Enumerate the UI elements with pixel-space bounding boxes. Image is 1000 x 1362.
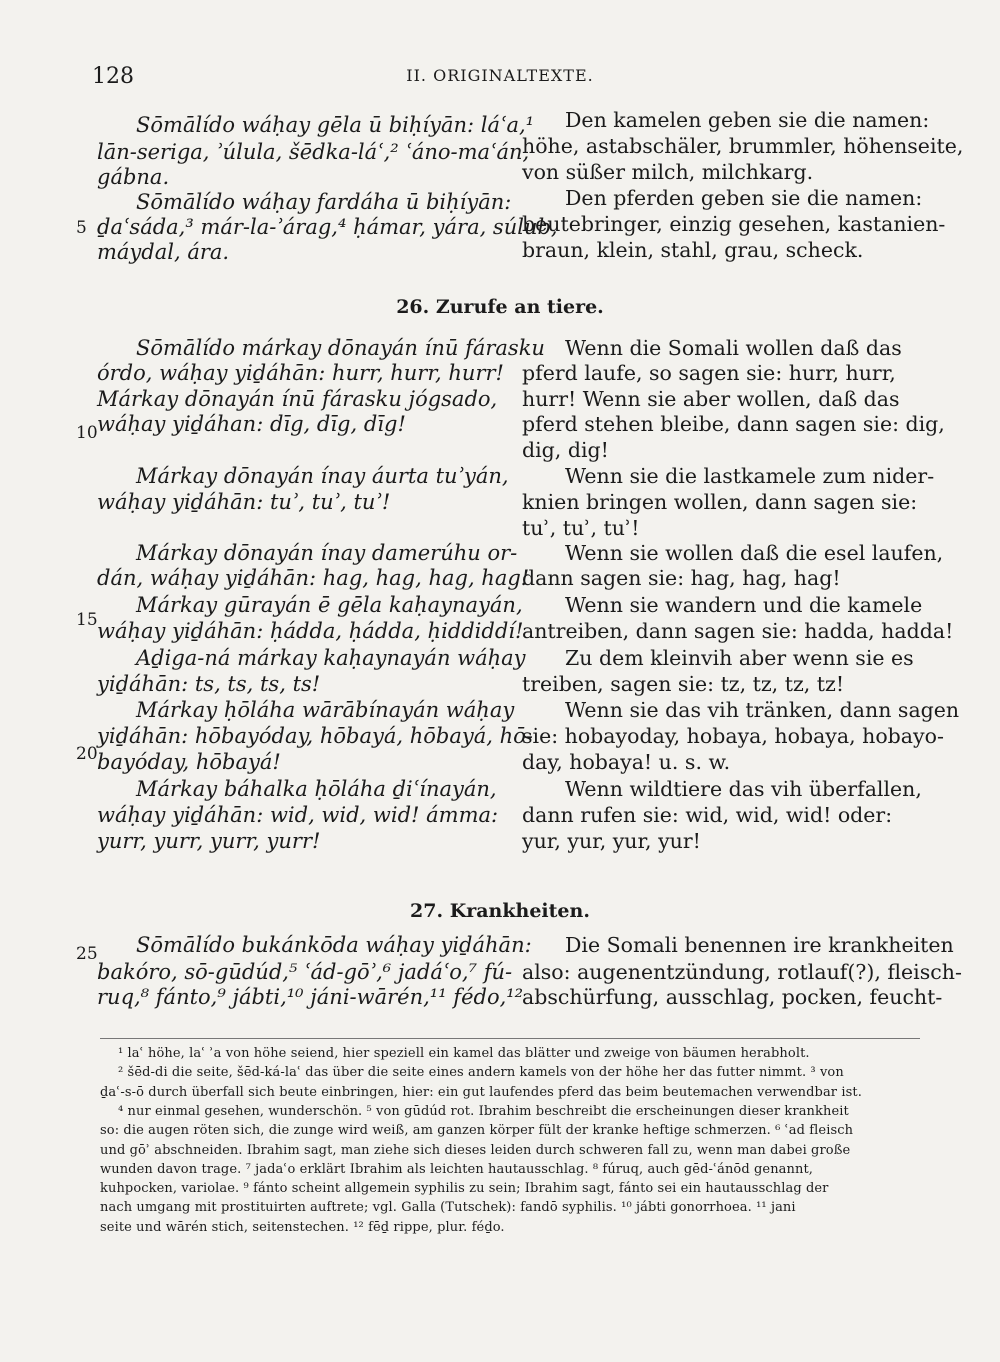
somali-line: Sōmālído wáḥay fardáha ū biḥíyān: [136, 190, 512, 214]
german-line: day, hobaya! u. s. w. [522, 750, 731, 774]
line-number: 20 [76, 744, 98, 764]
german-line: Den pferden geben sie die namen: [565, 186, 923, 210]
german-line: Wenn sie wollen daß die esel laufen, [565, 541, 944, 565]
german-line: knien bringen wollen, dann sagen sie: [522, 490, 918, 514]
somali-line: máydal, ára. [97, 240, 230, 264]
german-line: Wenn sie das vih tränken, dann sagen [565, 698, 960, 722]
somali-line: Aḏiga-ná márkay kaḥaynayán wáḥay [136, 646, 526, 670]
german-line: Die Somali benennen ire krankheiten [565, 933, 954, 957]
german-line: Wenn die Somali wollen daß das [565, 336, 902, 360]
german-line: dann sagen sie: hag, hag, hag! [522, 566, 841, 590]
running-header: II. ORIGINALTEXTE. [406, 66, 594, 85]
somali-line: wáḥay yiḏáhan: dīg, dīg, dīg! [97, 412, 406, 436]
somali-line: Márkay dōnayán ínū fárasku jógsado, [97, 387, 498, 411]
german-line: Zu dem kleinvih aber wenn sie es [565, 646, 914, 670]
footnote-line: kuhpocken, variolae. ⁹ fánto scheint allgemein syphilis zu sein; Ibrahim sagt, fánto sei ein hautausschlag der [100, 1181, 829, 1197]
german-line: hurr! Wenn sie aber wollen, daß das [522, 387, 900, 411]
footnote-line: so: die augen röten sich, die zunge wird weiß, am ganzen körper fült der kranke heftige schmerzen. ⁶ ʿad fleisch [100, 1123, 854, 1139]
somali-line: bayóday, hōbayá! [97, 750, 281, 774]
footnote-line: und gōʾ abschneiden. Ibrahim sagt, man ziehe sich dieses leiden durch schweren fall zu, wenn man dabei große [100, 1142, 851, 1158]
somali-line: órdo, wáḥay yiḏáhān: hurr, hurr, hurr! [97, 361, 504, 385]
german-line: Wenn sie die lastkamele zum nider- [565, 464, 935, 488]
somali-line: dán, wáḥay yiḏáhān: hag, hag, hag, hag! [97, 566, 530, 590]
german-line: sie: hobayoday, hobaya, hobaya, hobayo- [522, 724, 944, 748]
somali-line: yiḏáhān: ts, ts, ts, ts! [97, 672, 321, 696]
somali-line: Sōmālído wáḥay gēla ū biḥíyān: láʿa,¹ [136, 113, 535, 137]
footnote-line: ⁴ nur einmal gesehen, wunderschön. ⁵ von gūdúd rot. Ibrahim beschreibt die erscheinungen dieser krankheit [118, 1103, 849, 1119]
footnote-line: ḏaʿ-s-ō durch überfall sich beute einbringen, hier: ein gut laufendes pferd das beim beutemachen verwendbar ist. [100, 1084, 862, 1100]
line-number: 10 [76, 423, 98, 443]
german-line: tuʾ, tuʾ, tuʾ! [522, 516, 640, 540]
somali-line: wáḥay yiḏáhān: tuʾ, tuʾ, tuʾ! [97, 490, 391, 514]
somali-line: ruq,⁸ fánto,⁹ jábti,¹⁰ jáni-wārén,¹¹ fédo,¹² [97, 985, 524, 1009]
somali-line: bakóro, sō-gūdúd,⁵ ʿád-gōʾ,⁶ jadáʿo,⁷ fú- [97, 960, 513, 984]
german-line: beutebringer, einzig gesehen, kastanien- [522, 212, 946, 236]
german-line: pferd laufe, so sagen sie: hurr, hurr, [522, 361, 896, 385]
somali-line: Márkay ḥōláha wārābínayán wáḥay [136, 698, 515, 722]
german-line: abschürfung, ausschlag, pocken, feucht- [522, 985, 943, 1009]
german-line: yur, yur, yur, yur! [522, 829, 701, 853]
footnote-line: wunden davon trage. ⁷ jadaʿo erklärt Ibrahim als leichten hautausschlag. ⁸ fúruq, auch gēd-ʿánōd genannt, [100, 1161, 814, 1177]
german-line: Wenn wildtiere das vih überfallen, [565, 777, 922, 801]
german-line: höhe, astabschäler, brummler, höhenseite, [522, 134, 964, 158]
line-number: 15 [76, 610, 98, 630]
section-title-27: 27. Krankheiten. [410, 900, 590, 922]
footnote-line: nach umgang mit prostituirten auftrete; vgl. Galla (Tutschek): fandō syphilis. ¹⁰ jábti gonorrhoea. ¹¹ jani [100, 1200, 796, 1216]
somali-line: yurr, yurr, yurr, yurr! [97, 829, 321, 853]
page-number: 128 [92, 64, 134, 89]
german-line: braun, klein, stahl, grau, scheck. [522, 238, 864, 262]
somali-line: wáḥay yiḏáhān: ḥádda, ḥádda, ḥiddiddí! [97, 619, 524, 643]
somali-line: Márkay dōnayán ínay áurta tuʾyán, [136, 464, 509, 488]
somali-line: ḏaʿsáda,³ már-la-ʾárag,⁴ ḥámar, yára, súlub, [97, 215, 558, 239]
somali-line: lān-seriga, ʾúlula, šēdka-láʿ,² ʿáno-maʿán, [97, 140, 530, 164]
footnote-line: ¹ laʿ höhe, laʿ ʾa von höhe seiend, hier speziell ein kamel das blätter und zweige von bäumen herabholt. [118, 1046, 810, 1061]
german-line: dig, dig! [522, 438, 609, 462]
german-line: treiben, sagen sie: tz, tz, tz, tz! [522, 672, 845, 696]
german-line: Wenn sie wandern und die kamele [565, 593, 923, 617]
german-line: pferd stehen bleibe, dann sagen sie: dig, [522, 412, 945, 436]
somali-line: Márkay dōnayán ínay damerúhu or- [136, 541, 518, 565]
german-line: antreiben, dann sagen sie: hadda, hadda! [522, 619, 954, 643]
german-line: also: augenentzündung, rotlauf(?), fleisch- [522, 960, 962, 984]
line-number: 25 [76, 944, 98, 964]
german-line: Den kamelen geben sie die namen: [565, 108, 930, 132]
somali-line: Sōmālído bukánkōda wáḥay yiḏáhān: [136, 933, 532, 957]
section-title-26: 26. Zurufe an tiere. [396, 296, 604, 318]
footnote-line: seite und wārén stich, seitenstechen. ¹² fēḏ rippe, plur. féḏo. [100, 1219, 505, 1235]
somali-line: wáḥay yiḏáhān: wid, wid, wid! ámma: [97, 803, 499, 827]
german-line: dann rufen sie: wid, wid, wid! oder: [522, 803, 893, 827]
somali-line: Márkay gūrayán ē gēla kaḥaynayán, [136, 593, 523, 617]
somali-line: yiḏáhān: hōbayóday, hōbayá, hōbayá, hō- [97, 724, 533, 748]
somali-line: Sōmālído márkay dōnayán ínū fárasku [136, 336, 545, 360]
somali-line: gábna. [97, 165, 170, 189]
footnote-separator [100, 1038, 920, 1039]
somali-line: Márkay báhalka ḥōláha ḏiʿínayán, [136, 777, 497, 801]
line-number: 5 [76, 218, 87, 238]
german-line: von süßer milch, milchkarg. [522, 160, 814, 184]
footnote-line: ² šēd-di die seite, šēd-ká-laʿ das über die seite eines andern kamels von der höhe her das futter nimmt. ³ von [118, 1065, 844, 1081]
